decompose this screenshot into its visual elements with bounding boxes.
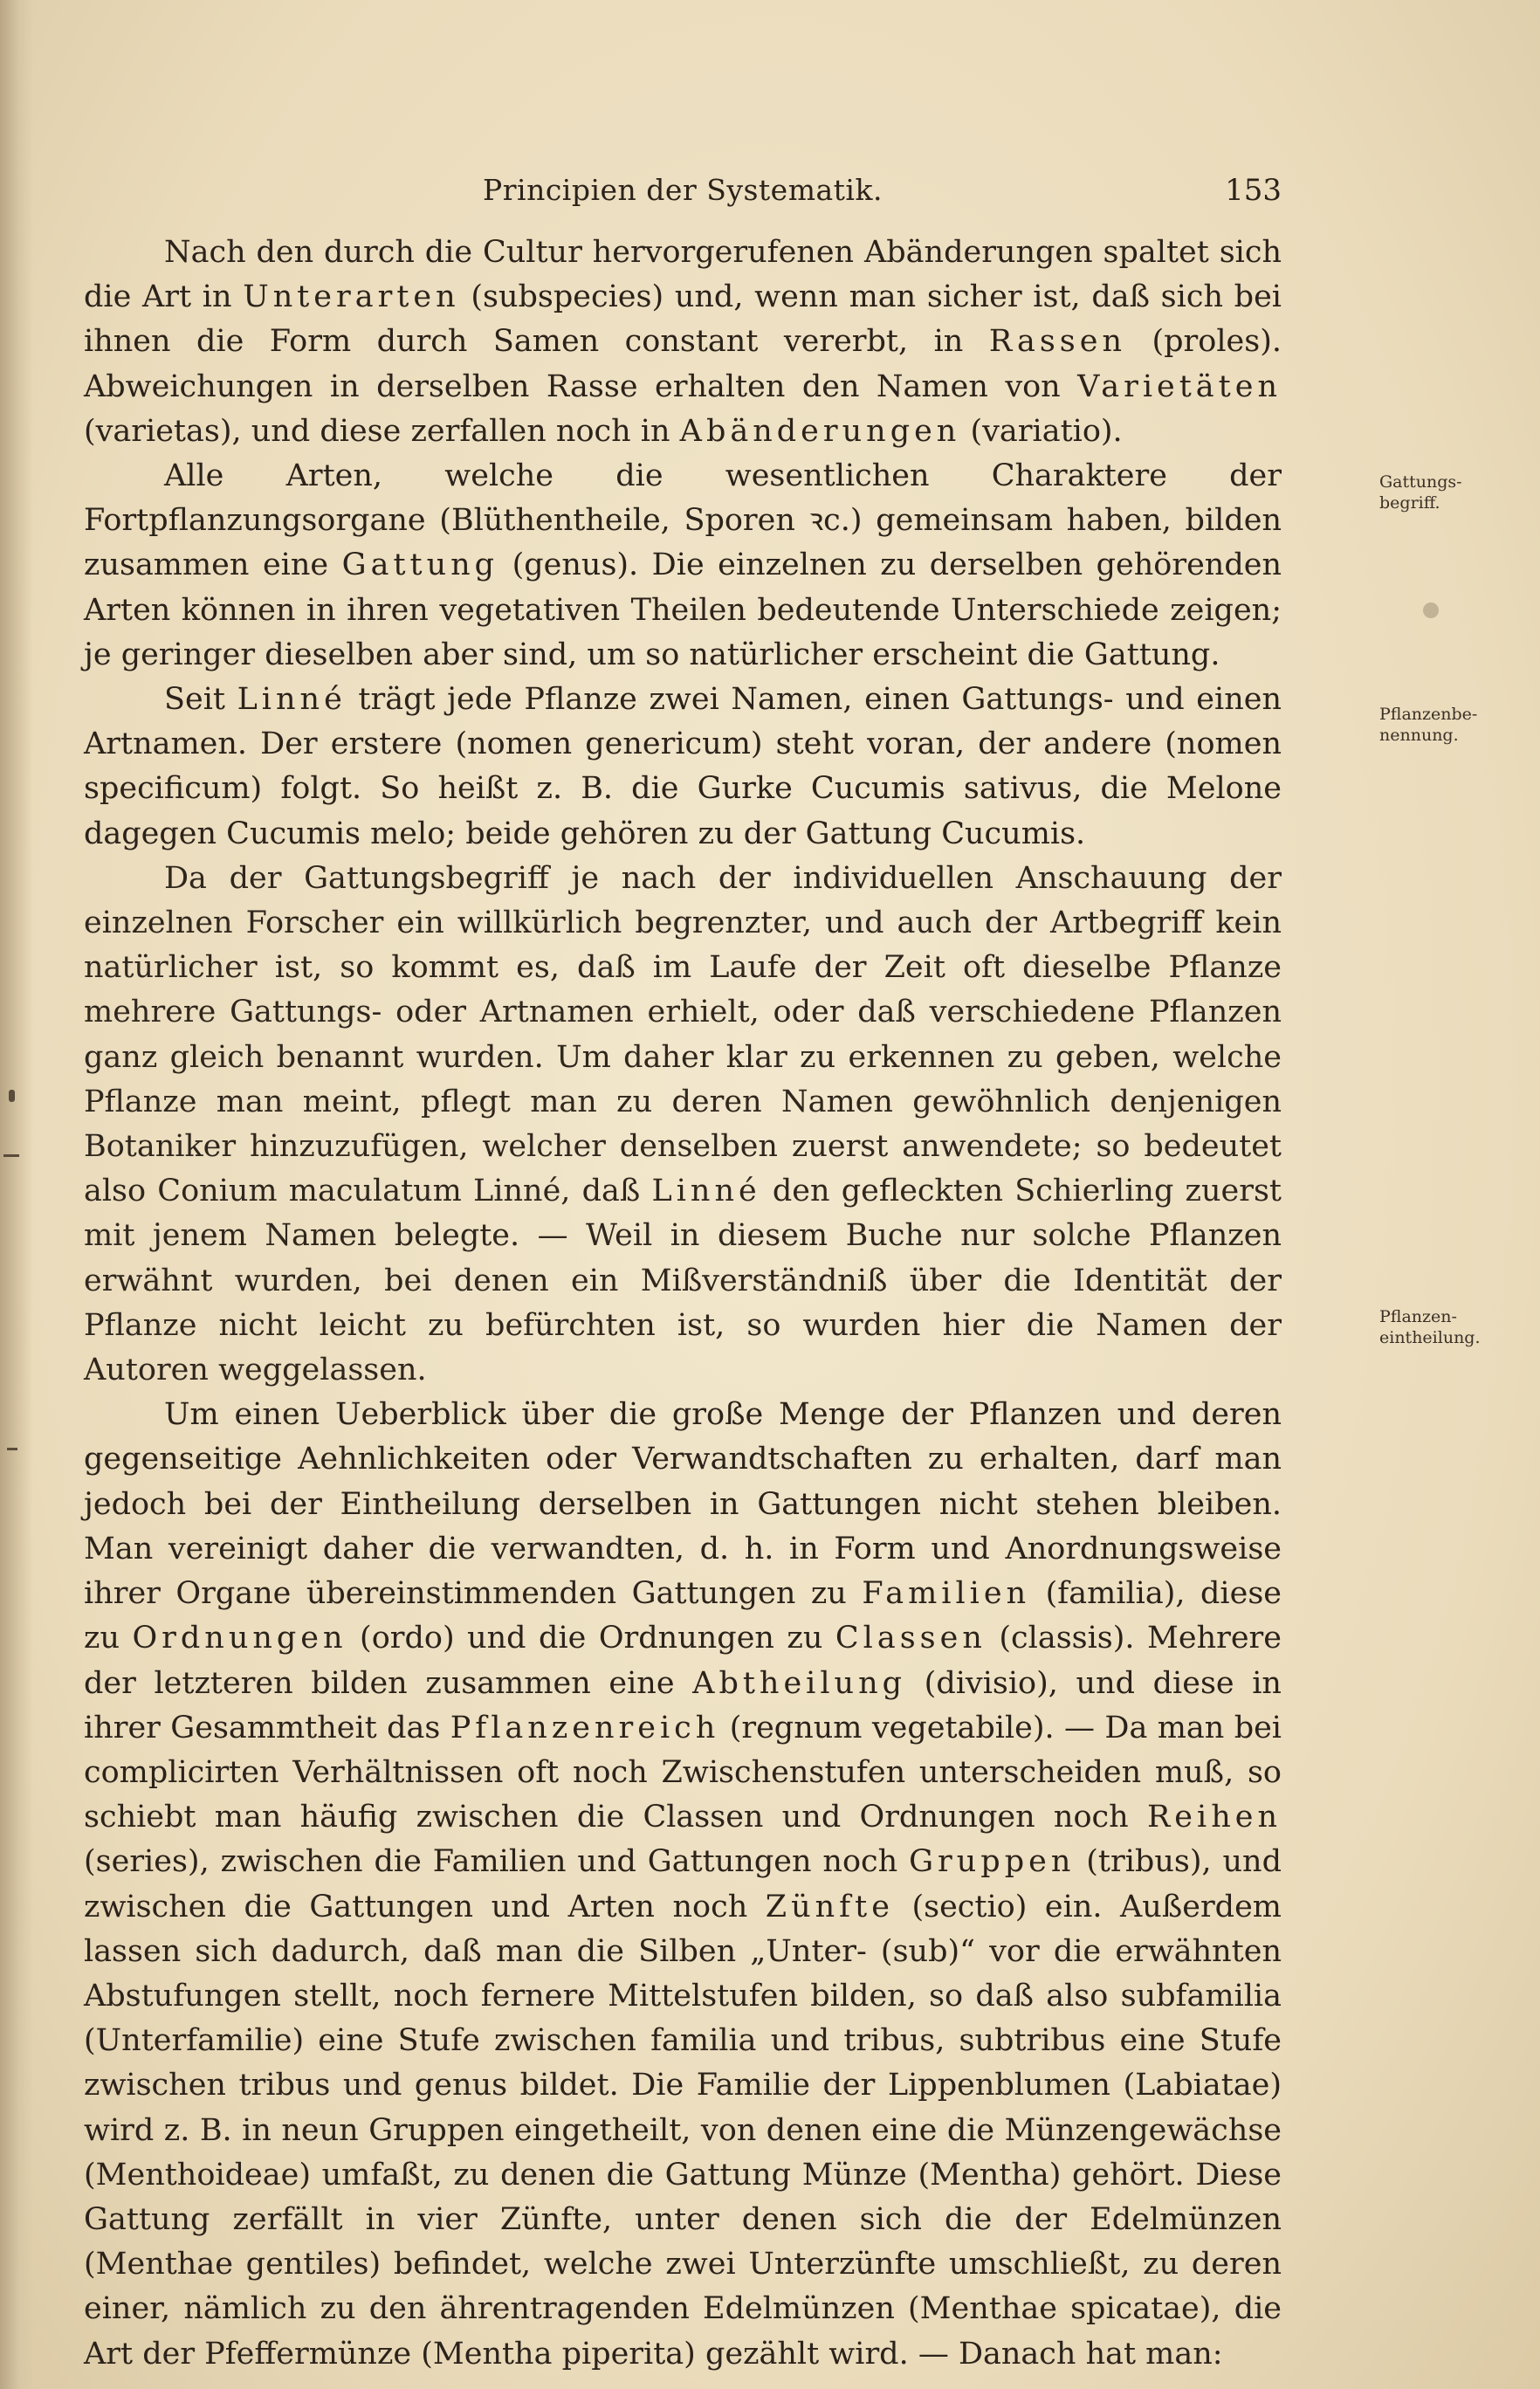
text-run: (divisio), und diese in ihrer Gesammtheit das (84, 1665, 1282, 1745)
margin-mark (9, 1090, 15, 1102)
text-run: den gefleckten Schierling zuerst mit jenem Namen belegte. — Weil in diesem Buche nur solche Pflanzen erwähnt wurden, bei denen ein Mißverständniß über die Identität der Pflanze nicht leicht zu befürchten ist, so wurden hier die Namen der Autoren weggelassen. (84, 1174, 1282, 1388)
paragraph-benennung (84, 678, 1282, 857)
margin-note-line: Pflanzen- (1379, 1307, 1457, 1326)
spaced-term: Gruppen (909, 1844, 1076, 1880)
binding-gutter (0, 0, 33, 2389)
text-run: (varietas), und diese zerfallen noch in (84, 413, 680, 449)
text-run: (regnum vegetabile). — Da man bei complicirten Verhältnissen oft noch Zwischenstufen unterscheiden muß, so schiebt man häufig zwischen die Classen und Ordnungen noch (84, 1710, 1282, 1835)
margin-note-line: Pflanzenbe- (1379, 705, 1478, 724)
text-run: (sectio) ein. Außerdem lassen sich dadurch, daß man die Silben „Unter- (sub)“ vor die erwähnten Abstufungen stellt, noch fernere Mittelstufen bilden, so daß also subfamilia (Unterfamilie) eine Stufe zwischen familia und tribus, subtribus eine Stufe zwischen tribus und genus bildet. Die Familie der Lippenblumen (Labiatae) wird z. B. in neun Gruppen eingetheilt, von denen eine die Münzengewächse (Menthoideae) umfaßt, zu denen die Gattung Münze (Mentha) gehört. Diese Gattung zerfällt in vier Zünfte, unter denen sich die der Edelmünzen (Menthae gentiles) befindet, welche zwei Unterzünfte umschließt, zu deren einer, nämlich zu den ährentragenden Edelmünzen (Menthae spicatae), die Art der Pfeffermünze (Mentha piperita) gezählt wird. — Danach hat man: (84, 1889, 1282, 2372)
text-run: Um einen Ueberblick über die große Menge der Pflanzen und deren gegenseitige Aehnlichkeiten oder Verwandtschaften zu erhalten, darf man jedoch bei der Eintheilung derselben in Gattungen nicht stehen bleiben. Man vereinigt daher die verwandten, d. h. in Form und Anordnungsweise ihrer Organe übereinstimmenden Gattungen zu (84, 1397, 1282, 1612)
running-head: Principien der Systematik. (483, 173, 883, 207)
spaced-term: Abtheilung (692, 1665, 907, 1701)
text-run: Nach den durch die Cultur hervorgerufenen Abänderungen spaltet sich die Art in (84, 235, 1282, 315)
margin-note-line: Gattungs- (1379, 472, 1462, 492)
margin-note-line: begriff. (1379, 493, 1440, 513)
margin-note-gattungsbegriff (1379, 472, 1462, 513)
text-run: (classis). Mehrere der letzteren bilden zusammen eine (84, 1621, 1282, 1701)
spaced-term: Linné (237, 682, 347, 718)
spaced-term: Rassen (988, 324, 1127, 360)
spaced-term: Classen (835, 1621, 987, 1656)
text-run: (series), zwischen die Familien und Gattungen noch (84, 1844, 910, 1880)
paragraph-subspecies (84, 231, 1282, 454)
spaced-term: Abänderungen (679, 413, 961, 449)
main-text (84, 231, 1282, 2377)
text-run: (variatio). (960, 413, 1123, 449)
text-run: (familia), diese zu (84, 1576, 1282, 1656)
margin-note-pflanzeneintheilung (1379, 1306, 1481, 1348)
margin-mark (3, 1154, 19, 1157)
footnote (84, 857, 1282, 1393)
page-body (84, 231, 1481, 2377)
text-run: (tribus), und zwischen die Gattungen und Arten noch (84, 1844, 1282, 1924)
text-run: (ordo) und die Ordnungen zu (347, 1621, 835, 1656)
margin-note-pflanzenbenennung (1379, 704, 1477, 746)
text-run: (subspecies) und, wenn man sicher ist, daß sich bei ihnen die Form durch Samen constant vererbt, in (84, 279, 1282, 360)
margin-note-line: eintheilung. (1379, 1328, 1481, 1347)
text-run: trägt jede Pflanze zwei Namen, einen Gattungs- und einen Artnamen. Der erstere (nomen genericum) steht voran, der andere (nomen specificum) folgt. So heißt z. B. die Gurke Cucumis sativus, die Melone dagegen Cucumis melo; beide gehören zu der Gattung Cucumis. (84, 682, 1282, 851)
text-run: (proles). Abweichungen in derselben Rasse erhalten den Namen von (84, 324, 1282, 404)
text-run: (genus). Die einzelnen zu derselben gehörenden Arten können in ihren vegetativen Theilen bedeutende Unterschiede zeigen; je geringer dieselben aber sind, um so natürlicher erscheint die Gattung. (84, 547, 1282, 672)
text-run: Seit (164, 682, 237, 718)
spaced-term: Varietäten (1077, 368, 1282, 404)
paper-spot (1423, 602, 1439, 618)
spaced-term: Reihen (1146, 1800, 1282, 1835)
paragraph-gattung (84, 454, 1282, 678)
spaced-term: Familien (862, 1576, 1031, 1612)
spaced-term: Gattung (341, 547, 499, 583)
spaced-term: Zünfte (765, 1889, 894, 1924)
spaced-term: Pflanzenreich (450, 1710, 720, 1745)
paragraph-eintheilung (84, 1393, 1282, 2376)
page-header (84, 166, 1282, 218)
spaced-term: Linné (651, 1174, 761, 1209)
spaced-term: Unterarten (243, 279, 460, 315)
text-run: Alle Arten, welche die wesentlichen Charaktere der Fortpflanzungsorgane (Blüthentheile, Sporen ꝛc.) gemeinsam haben, bilden zusammen eine (84, 458, 1282, 583)
margin-note-line: nennung. (1379, 726, 1459, 745)
spaced-term: Ordnungen (132, 1621, 347, 1656)
text-run: Da der Gattungsbegriff je nach der individuellen Anschauung der einzelnen Forscher ein willkürlich begrenzter, und auch der Artbegriff kein natürlicher ist, so kommt es, daß im Laufe der Zeit oft dieselbe Pflanze mehrere Gattungs- oder Artnamen erhielt, oder daß verschiedene Pflanzen ganz gleich benannt wurden. Um daher klar zu erkennen zu geben, welche Pflanze man meint, pflegt man zu deren Namen gewöhnlich denjenigen Botaniker hinzuzufügen, welcher denselben zuerst anwendete; so bedeutet also Conium maculatum Linné, daß (84, 860, 1282, 1209)
margin-mark (7, 1448, 17, 1450)
page-number: 153 (1225, 173, 1282, 208)
